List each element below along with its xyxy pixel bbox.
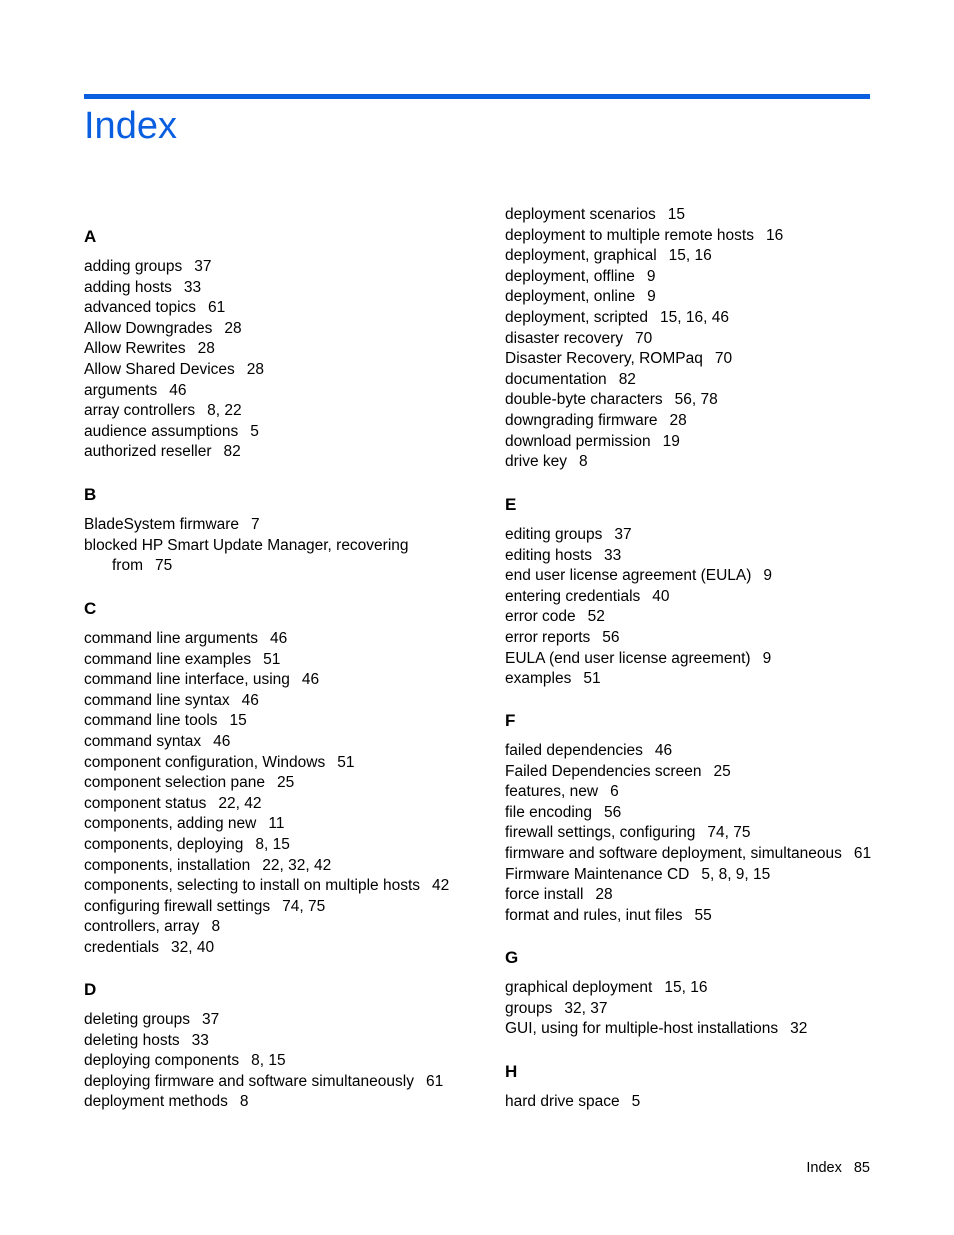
index-pages: 19 [662, 432, 680, 450]
index-entry [505, 803, 885, 824]
index-pages: 15, 16, 46 [660, 308, 729, 326]
index-term: deployment, graphical [505, 247, 657, 265]
index-pages: 8, 15 [251, 1052, 286, 1070]
index-pages: 74, 75 [282, 897, 326, 915]
index-entry [505, 390, 885, 411]
index-entry [84, 814, 464, 835]
index-entry [84, 876, 464, 897]
index-pages: 42 [432, 877, 450, 895]
index-pages: 9 [763, 567, 773, 585]
index-entry [84, 1092, 464, 1113]
index-entry [505, 741, 885, 762]
index-term: error reports [505, 628, 591, 646]
index-entry [84, 753, 464, 774]
index-section [84, 226, 464, 463]
index-term: GUI, using for multiple-host installations [505, 1020, 779, 1038]
index-pages: 70 [714, 350, 733, 368]
index-entry [84, 1031, 464, 1052]
index-pages: 40 [652, 587, 670, 605]
index-pages: 51 [583, 670, 601, 688]
index-term: deployment, online [505, 288, 636, 306]
index-entry [505, 546, 885, 567]
index-entry [505, 267, 885, 288]
index-term: graphical deployment [505, 979, 653, 996]
index-term: entering credentials [505, 587, 641, 605]
section-letter: G [505, 948, 519, 967]
index-term: end user license agreement (EULA) [505, 567, 752, 585]
index-entry [84, 257, 464, 278]
index-term: deleting hosts [84, 1031, 180, 1049]
index-pages: 9 [762, 649, 772, 667]
index-section [84, 598, 464, 959]
index-pages: 16 [765, 226, 784, 244]
index-entry [84, 401, 464, 422]
index-term: components, deploying [84, 835, 244, 853]
index-pages: 52 [587, 608, 605, 626]
index-pages: 33 [191, 1031, 209, 1049]
index-pages: 28 [197, 340, 215, 358]
index-section [505, 947, 885, 1040]
index-entry [505, 1092, 885, 1113]
index-term: command line arguments [84, 630, 259, 647]
index-entry [84, 319, 464, 340]
index-term: audience assumptions [84, 422, 239, 440]
index-pages: 7 [251, 516, 260, 533]
index-pages: 70 [635, 329, 653, 347]
index-term: command line examples [84, 650, 252, 668]
index-pages: 61 [425, 1072, 444, 1090]
index-entry [84, 650, 464, 671]
index-pages: 11 [268, 815, 285, 833]
index-entry [84, 835, 464, 856]
index-entry [505, 246, 885, 267]
index-entry [84, 442, 464, 463]
index-pages: 15, 16 [664, 979, 708, 996]
index-pages: 75 [155, 557, 173, 575]
index-term: components, adding new [84, 815, 257, 833]
index-entry [84, 856, 464, 877]
index-entry [505, 226, 885, 247]
index-term: EULA (end user license agreement) [505, 649, 751, 667]
index-term: arguments [84, 381, 158, 399]
index-term: deployment, offline [505, 267, 635, 285]
index-pages: 51 [263, 650, 281, 668]
index-pages: 5, 8, 9, 15 [701, 865, 771, 883]
index-entry [84, 732, 464, 753]
index-term: Firmware Maintenance CD [505, 865, 690, 883]
index-entry [84, 773, 464, 794]
index-pages: 15, 16 [668, 247, 712, 265]
index-section [505, 494, 885, 690]
index-pages: 46 [169, 381, 187, 399]
index-pages: 8 [579, 453, 588, 471]
index-pages: 56 [602, 628, 620, 646]
index-entry [505, 452, 885, 473]
index-term: deployment scenarios [505, 206, 656, 223]
index-pages: 9 [646, 267, 656, 285]
index-entry [84, 629, 464, 650]
index-section [505, 1061, 885, 1113]
index-section [84, 484, 464, 577]
index-term: failed dependencies [505, 742, 643, 759]
index-term: hard drive space [505, 1093, 620, 1110]
index-entry [84, 278, 464, 299]
index-pages: 61 [208, 299, 226, 317]
index-pages: 25 [713, 762, 731, 780]
section-letter: E [505, 495, 517, 514]
index-term: components, selecting to install on multiple hosts [84, 877, 421, 895]
section-letter: D [84, 980, 97, 999]
index-pages: 28 [246, 360, 265, 378]
index-pages: 28 [224, 319, 242, 337]
index-pages: 46 [270, 630, 288, 647]
index-entry [84, 938, 464, 959]
index-entry [84, 917, 464, 938]
index-entry [505, 669, 885, 690]
index-entry [84, 691, 464, 712]
index-pages: 8 [239, 1093, 249, 1111]
index-entry [505, 885, 885, 906]
index-entry [505, 587, 885, 608]
index-pages: 8, 15 [255, 835, 290, 853]
index-entry [505, 566, 885, 587]
index-pages: 55 [694, 906, 712, 924]
index-pages: 32, 40 [170, 938, 215, 956]
index-pages: 56 [604, 803, 622, 821]
index-term: command line tools [84, 712, 218, 730]
index-term: firewall settings, configuring [505, 824, 696, 842]
index-entry [84, 1010, 464, 1031]
index-term: advanced topics [84, 299, 197, 317]
index-term: command line interface, using [84, 671, 290, 689]
index-entry [84, 339, 464, 360]
index-pages: 37 [614, 526, 632, 543]
index-entry [84, 1051, 464, 1072]
index-term: adding hosts [84, 278, 172, 296]
index-pages: 46 [213, 732, 231, 750]
index-term: file encoding [505, 803, 593, 821]
index-term: examples [505, 670, 572, 688]
index-pages: 46 [654, 742, 673, 759]
index-entry [505, 844, 885, 865]
index-term: groups [505, 999, 553, 1017]
section-letter: H [505, 1062, 518, 1081]
index-term: drive key [505, 453, 568, 471]
index-entry [505, 1019, 885, 1040]
index-pages: 61 [853, 844, 872, 862]
index-entry [84, 711, 464, 732]
index-term: Allow Shared Devices [84, 360, 235, 378]
index-entry [505, 607, 885, 628]
index-pages: 8 [211, 918, 221, 936]
index-term: editing hosts [505, 546, 593, 564]
index-term: credentials [84, 938, 159, 956]
index-pages: 22, 32, 42 [262, 856, 332, 874]
index-entry [505, 782, 885, 803]
index-pages: 37 [194, 258, 212, 275]
index-term: component selection pane [84, 774, 265, 792]
index-term: adding groups [84, 258, 183, 275]
index-pages: 9 [647, 288, 656, 306]
index-entry [505, 308, 885, 329]
index-term: component status [84, 794, 207, 812]
index-term: configuring firewall settings [84, 897, 271, 915]
index-pages: 33 [604, 546, 622, 564]
index-term: Allow Rewrites [84, 340, 186, 358]
index-pages: 32, 37 [564, 999, 608, 1017]
index-entry [84, 381, 464, 402]
index-pages: 51 [337, 753, 355, 771]
index-pages: 15 [667, 206, 686, 223]
index-entry [505, 205, 885, 226]
title-rule [84, 94, 870, 99]
index-pages: 6 [610, 783, 619, 801]
index-term: Failed Dependencies screen [505, 762, 702, 780]
index-entry [84, 360, 464, 381]
index-entry [505, 287, 885, 308]
index-pages: 5 [250, 422, 259, 440]
index-pages: 74, 75 [707, 824, 751, 842]
index-term: download permission [505, 432, 651, 450]
footer-label: Index [806, 1160, 842, 1176]
index-term: deployment to multiple remote hosts [505, 226, 754, 244]
section-letter: A [84, 227, 97, 246]
index-entry [84, 536, 452, 577]
index-term: double-byte characters [505, 391, 663, 409]
index-term: BladeSystem firmware [84, 516, 240, 533]
index-entry [84, 670, 464, 691]
index-term: component configuration, Windows [84, 753, 326, 771]
index-pages: 33 [183, 278, 202, 296]
index-term: deployment, scripted [505, 308, 649, 326]
index-entry [505, 628, 885, 649]
index-entry [84, 1072, 464, 1093]
page-footer [806, 1158, 870, 1178]
index-entry [505, 432, 885, 453]
section-letter: B [84, 485, 97, 504]
section-letter: C [84, 599, 97, 618]
index-entry [84, 515, 464, 536]
index-term: deleting groups [84, 1011, 190, 1028]
index-pages: 28 [595, 886, 613, 904]
index-entry [505, 370, 885, 391]
index-pages: 5 [631, 1093, 641, 1110]
index-pages: 56, 78 [674, 391, 718, 409]
index-term: deploying firmware and software simultaneously [84, 1072, 414, 1090]
index-term: error code [505, 608, 576, 626]
index-term: Disaster Recovery, ROMPaq [505, 350, 703, 368]
page-title: Index [84, 105, 177, 147]
index-term: authorized reseller [84, 443, 212, 461]
index-entry [505, 823, 885, 844]
index-term: editing groups [505, 526, 603, 543]
index-entry [505, 329, 885, 350]
index-term: components, installation [84, 856, 251, 874]
index-entry [505, 865, 885, 886]
index-term: features, new [505, 783, 599, 801]
footer-page-number: 85 [853, 1160, 870, 1176]
index-pages: 82 [618, 370, 636, 388]
index-term: command line syntax [84, 691, 230, 709]
index-entry [84, 298, 464, 319]
index-term: firmware and software deployment, simultaneous [505, 844, 842, 862]
index-term: disaster recovery [505, 329, 624, 347]
index-entry [505, 649, 885, 670]
index-entry [505, 978, 885, 999]
index-entry [84, 897, 464, 918]
index-term: controllers, array [84, 918, 200, 936]
index-pages: 15 [229, 712, 247, 730]
index-continuation [505, 205, 885, 473]
index-term: downgrading firmware [505, 411, 658, 429]
index-term: force install [505, 886, 584, 904]
index-term: deploying components [84, 1052, 240, 1070]
index-entry [84, 794, 464, 815]
index-entry [505, 525, 885, 546]
index-term: array controllers [84, 402, 196, 420]
index-term: Allow Downgrades [84, 319, 213, 337]
index-pages: 37 [202, 1011, 220, 1028]
index-pages: 22, 42 [218, 794, 262, 812]
index-section [505, 710, 885, 926]
index-entry [505, 762, 885, 783]
index-term: documentation [505, 370, 607, 388]
index-pages: 32 [790, 1020, 808, 1038]
index-pages: 82 [223, 443, 241, 461]
index-term: format and rules, inut files [505, 906, 683, 924]
index-term: blocked HP Smart Update Manager, recovering from [84, 536, 409, 575]
index-pages: 8, 22 [207, 402, 242, 420]
index-entry [505, 999, 885, 1020]
index-entry [505, 906, 885, 927]
index-pages: 28 [669, 411, 687, 429]
index-pages: 25 [276, 774, 295, 792]
index-entry [505, 411, 885, 432]
index-pages: 46 [301, 671, 320, 689]
index-term: command syntax [84, 732, 202, 750]
section-letter: F [505, 711, 516, 730]
index-pages: 46 [241, 691, 259, 709]
index-section [84, 979, 464, 1113]
index-term: deployment methods [84, 1093, 228, 1111]
index-entry [505, 349, 885, 370]
index-entry [84, 422, 464, 443]
